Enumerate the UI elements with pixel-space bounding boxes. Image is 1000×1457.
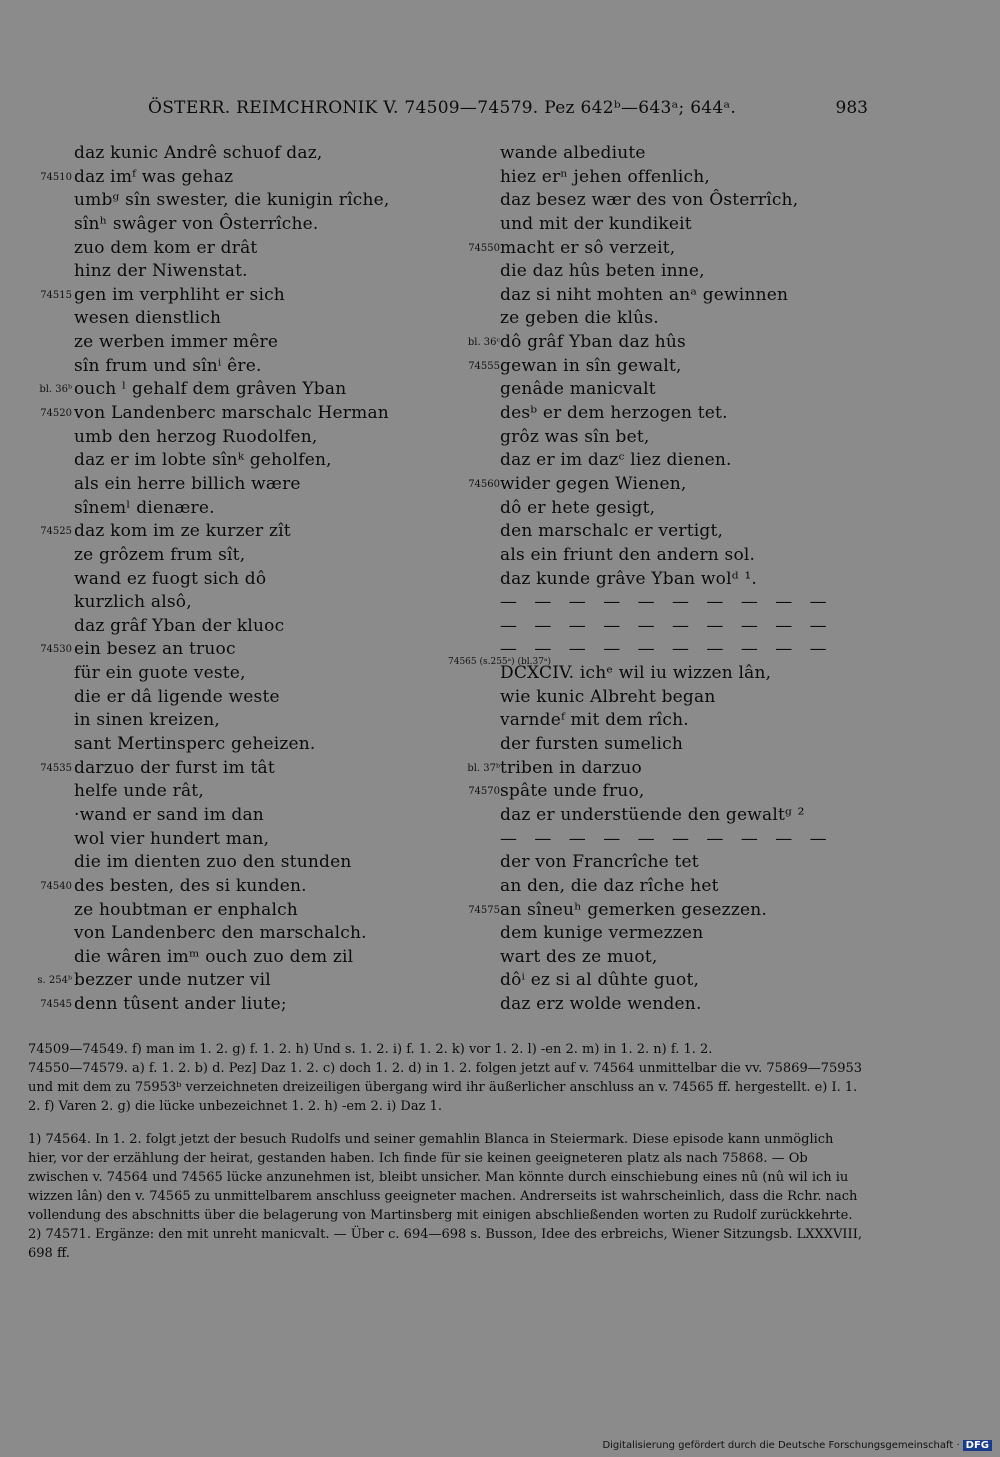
notes-section bbox=[28, 1040, 863, 1263]
page-number: 983 bbox=[835, 98, 868, 118]
verse-line bbox=[20, 260, 450, 284]
verse-line bbox=[448, 733, 888, 757]
verse-text: spâte unde fruo, bbox=[500, 781, 645, 802]
dfg-logo: DFG bbox=[963, 1440, 992, 1451]
verse-number: 74530 bbox=[40, 644, 72, 656]
verse-text: als ein herre billich wære bbox=[74, 473, 301, 494]
verse-number: 74560 bbox=[468, 478, 500, 490]
verse-text: dô er hete gesigt, bbox=[500, 497, 656, 518]
verse-text: daz er im lobte sînᵏ geholfen, bbox=[74, 450, 332, 471]
verse-line bbox=[20, 426, 450, 450]
verse-number: 74550 bbox=[468, 242, 500, 254]
verse-line bbox=[20, 969, 450, 993]
verse-line bbox=[20, 189, 450, 213]
verse-line bbox=[20, 449, 450, 473]
verse-text: des besten, des si kunden. bbox=[74, 875, 307, 896]
verse-line bbox=[20, 638, 450, 662]
verse-line bbox=[20, 662, 450, 686]
verse-text: triben in darzuo bbox=[500, 757, 642, 778]
verse-line bbox=[448, 520, 888, 544]
verse-line bbox=[448, 993, 888, 1017]
verse-line bbox=[448, 899, 888, 923]
lacuna-dashes: — — — — — — — — — — bbox=[500, 639, 833, 660]
verse-text: desᵇ er dem herzogen tet. bbox=[500, 403, 728, 424]
running-title: ÖSTERR. REIMCHRONIK V. 74509—74579. Pez 642ᵇ—643ᵃ; 644ᵃ. bbox=[148, 98, 737, 118]
verse-text: daz erz wolde wenden. bbox=[500, 994, 702, 1015]
verse-line bbox=[20, 307, 450, 331]
verse-number: 74520 bbox=[40, 408, 72, 420]
verse-text: DCXCIV. ichᵉ wil iu wizzen lân, bbox=[500, 663, 772, 684]
verse-line bbox=[448, 922, 888, 946]
verse-text: dô grâf Yban daz hûs bbox=[500, 332, 686, 353]
verse-line bbox=[448, 473, 888, 497]
verse-text: sînʰ swâger von Ôsterrîche. bbox=[74, 213, 319, 234]
lacuna-dashes: — — — — — — — — — — bbox=[500, 828, 833, 849]
verse-text: in sinen kreizen, bbox=[74, 710, 221, 731]
verse-line bbox=[20, 733, 450, 757]
verse-text: helfe unde rât, bbox=[74, 781, 204, 802]
verse-text: kurzlich alsô, bbox=[74, 592, 192, 613]
verse-number: 74565 (s.255ᵃ) (bl.37ᵃ) bbox=[448, 657, 551, 668]
verse-text: wol vier hundert man, bbox=[74, 828, 270, 849]
verse-text: umbᵍ sîn swester, die kunigin rîche, bbox=[74, 190, 390, 211]
verse-text: sant Mertinsperc geheizen. bbox=[74, 734, 316, 755]
verse-line bbox=[448, 969, 888, 993]
verse-text: und mit der kundikeit bbox=[500, 213, 692, 234]
verse-text: wesen dienstlich bbox=[74, 308, 222, 329]
verse-number: s. 254ᵇ bbox=[37, 975, 72, 987]
verse-line bbox=[20, 875, 450, 899]
verse-text: ·wand er sand im dan bbox=[74, 804, 264, 825]
verse-line bbox=[448, 591, 888, 615]
verse-line bbox=[20, 497, 450, 521]
verse-line bbox=[20, 686, 450, 710]
verse-number: 74545 bbox=[40, 999, 72, 1011]
verse-line bbox=[448, 260, 888, 284]
notes-divider bbox=[28, 1116, 863, 1130]
verse-text: der von Francrîche tet bbox=[500, 852, 699, 873]
verse-text: von Landenberc marschalc Herman bbox=[74, 403, 389, 424]
verse-number: bl. 36ᶜ bbox=[467, 337, 500, 349]
verse-text: an sîneuʰ gemerken gesezzen. bbox=[500, 899, 767, 920]
verse-number: 74555 bbox=[468, 360, 500, 372]
verse-line bbox=[448, 378, 888, 402]
verse-text: die wâren imᵐ ouch zuo dem zil bbox=[74, 946, 354, 967]
verse-number: bl. 36ᵇ bbox=[39, 384, 72, 396]
verse-line bbox=[20, 946, 450, 970]
verse-number: 74535 bbox=[40, 762, 72, 774]
verse-line bbox=[20, 709, 450, 733]
apparatus-note: 74550—74579. a) f. 1. 2. b) d. Pez] Daz 1. 2. c) doch 1. 2. d) in 1. 2. folgen jetzt auf v. 74564 unmittelbar die vv. 75869—75953 und mit dem zu 75953ᵇ verzeichneten dreizeiligen übergang wird ihr äußerlicher anschluss an v. 74565 ff. hergestellt. e) I. 1. 2. f) Varen 2. g) die lücke unbezeichnet 1. 2. h) -em 2. i) Daz 1. bbox=[28, 1061, 863, 1114]
verse-text: als ein friunt den andern sol. bbox=[500, 544, 756, 565]
verse-text: daz er im dazᶜ liez dienen. bbox=[500, 450, 732, 471]
verse-line bbox=[448, 237, 888, 261]
verse-line bbox=[448, 331, 888, 355]
apparatus-note: 74509—74549. f) man im 1. 2. g) f. 1. 2. h) Und s. 1. 2. i) f. 1. 2. k) vor 1. 2. l) -en 2. m) in 1. 2. n) f. 1. 2. bbox=[28, 1042, 713, 1057]
verse-line bbox=[448, 851, 888, 875]
verse-text: hinz der Niwenstat. bbox=[74, 261, 248, 282]
verse-line bbox=[448, 284, 888, 308]
verse-text: zuo dem kom er drât bbox=[74, 237, 258, 258]
verse-line bbox=[448, 355, 888, 379]
verse-line bbox=[448, 307, 888, 331]
verse-line bbox=[448, 657, 888, 686]
verse-line bbox=[20, 757, 450, 781]
verse-text: wand ez fuogt sich dô bbox=[74, 568, 267, 589]
verse-line bbox=[20, 331, 450, 355]
verse-text: die er dâ ligende weste bbox=[74, 686, 280, 707]
verse-text: sînemˡ dienære. bbox=[74, 497, 215, 518]
verse-text: ze grôzem frum sît, bbox=[74, 544, 246, 565]
verse-line bbox=[20, 237, 450, 261]
verse-line bbox=[20, 993, 450, 1017]
verse-number: 74515 bbox=[40, 289, 72, 301]
verse-text: grôz was sîn bet, bbox=[500, 426, 650, 447]
verse-line bbox=[448, 449, 888, 473]
verse-line bbox=[448, 402, 888, 426]
verse-line bbox=[448, 804, 888, 828]
verse-line bbox=[20, 284, 450, 308]
verse-line bbox=[20, 520, 450, 544]
verse-line bbox=[448, 709, 888, 733]
verse-line bbox=[20, 355, 450, 379]
verse-line bbox=[448, 615, 888, 639]
verse-line bbox=[20, 473, 450, 497]
verse-line bbox=[448, 568, 888, 592]
verse-text: der fursten sumelich bbox=[500, 734, 684, 755]
verse-line bbox=[20, 780, 450, 804]
verse-text: daz grâf Yban der kluoc bbox=[74, 615, 285, 636]
verse-line bbox=[20, 851, 450, 875]
verse-line bbox=[448, 544, 888, 568]
verse-text: daz imᶠ was gehaz bbox=[74, 166, 234, 187]
verse-text: macht er sô verzeit, bbox=[500, 237, 676, 258]
right-verse-column bbox=[448, 142, 888, 1017]
verse-line bbox=[20, 922, 450, 946]
verse-text: hiez erⁿ jehen offenlich, bbox=[500, 166, 711, 187]
verse-text: wie kunic Albreht began bbox=[500, 686, 716, 707]
verse-text: die im dienten zuo den stunden bbox=[74, 852, 352, 873]
verse-text: wande albediute bbox=[500, 143, 646, 163]
verse-text: umb den herzog Ruodolfen, bbox=[74, 426, 318, 447]
verse-line bbox=[448, 946, 888, 970]
verse-line bbox=[448, 828, 888, 852]
verse-line bbox=[20, 166, 450, 190]
verse-number: 74570 bbox=[468, 786, 500, 798]
verse-line bbox=[448, 686, 888, 710]
verse-text: daz kunde grâve Yban wolᵈ ¹. bbox=[500, 568, 757, 589]
verse-text: dem kunige vermezzen bbox=[500, 923, 704, 944]
verse-text: ein besez an truoc bbox=[74, 639, 236, 660]
verse-text: wart des ze muot, bbox=[500, 946, 658, 967]
verse-text: von Landenberc den marschalch. bbox=[74, 923, 367, 944]
left-verse-column bbox=[20, 142, 450, 1017]
verse-line bbox=[448, 213, 888, 237]
verse-line bbox=[20, 544, 450, 568]
running-header bbox=[148, 98, 868, 122]
verse-text: daz besez wær des von Ôsterrîch, bbox=[500, 190, 799, 211]
funding-text: Digitalisierung gefördert durch die Deutsche Forschungsgemeinschaft · bbox=[602, 1440, 960, 1451]
verse-line bbox=[448, 166, 888, 190]
verse-number: 74575 bbox=[468, 904, 500, 916]
verse-line bbox=[448, 497, 888, 521]
verse-text: daz kunic Andrê schuof daz, bbox=[74, 143, 323, 163]
verse-line bbox=[448, 875, 888, 899]
verse-text: daz si niht mohten anᵃ gewinnen bbox=[500, 284, 789, 305]
verse-line bbox=[20, 142, 450, 166]
verse-text: gen im verphliht er sich bbox=[74, 284, 285, 305]
verse-line bbox=[20, 213, 450, 237]
verse-line bbox=[448, 780, 888, 804]
verse-text: ze houbtman er enphalch bbox=[74, 899, 298, 920]
verse-text: bezzer unde nutzer vil bbox=[74, 970, 271, 991]
lacuna-dashes: — — — — — — — — — — bbox=[500, 615, 833, 636]
verse-line bbox=[448, 142, 888, 166]
lacuna-dashes: — — — — — — — — — — bbox=[500, 592, 833, 613]
verse-line bbox=[20, 828, 450, 852]
verse-line bbox=[448, 757, 888, 781]
verse-text: ze werben immer mêre bbox=[74, 332, 279, 353]
verse-text: denn tûsent ander liute; bbox=[74, 994, 287, 1015]
verse-text: sîn frum und sînⁱ êre. bbox=[74, 355, 262, 376]
verse-number: 74510 bbox=[40, 171, 72, 183]
verse-line bbox=[448, 189, 888, 213]
verse-text: daz kom im ze kurzer zît bbox=[74, 521, 291, 542]
verse-line bbox=[20, 804, 450, 828]
verse-number: 74540 bbox=[40, 880, 72, 892]
verse-text: daz er understüende den gewaltᵍ ² bbox=[500, 804, 805, 825]
verse-line bbox=[20, 591, 450, 615]
verse-text: an den, die daz rîche het bbox=[500, 875, 719, 896]
verse-text: gewan in sîn gewalt, bbox=[500, 355, 682, 376]
verse-text: für ein guote veste, bbox=[74, 663, 246, 684]
funding-footer bbox=[602, 1440, 992, 1451]
verse-text: varndeᶠ mit dem rîch. bbox=[500, 710, 689, 731]
verse-number: bl. 37ᵇ bbox=[467, 762, 500, 774]
verse-line bbox=[20, 899, 450, 923]
verse-line bbox=[20, 615, 450, 639]
verse-text: die daz hûs beten inne, bbox=[500, 261, 705, 282]
verse-line bbox=[20, 378, 450, 402]
verse-text: dôⁱ ez si al dûhte guot, bbox=[500, 970, 700, 991]
verse-line bbox=[448, 426, 888, 450]
verse-text: den marschalc er vertigt, bbox=[500, 521, 724, 542]
verse-text: ze geben die klûs. bbox=[500, 308, 659, 329]
verse-text: ouch ˡ gehalf dem grâven Yban bbox=[74, 379, 347, 400]
footnote: 1) 74564. In 1. 2. folgt jetzt der besuch Rudolfs und seiner gemahlin Blanca in Steiermark. Diese episode kann unmöglich hier, vor der erzählung der heirat, gestanden haben. Ich finde für sie keinen geeigneteren platz als nach 75868. — Ob zwischen v. 74564 und 74565 lücke anzunehmen ist, bleibt unsicher. Man könnte durch einschiebung eines nû (nû wil ich iu wizzen lân) den v. 74565 zu unmittelbarem anschluss geeigneter machen. Andrerseits ist wahrscheinlich, dass die Rchr. nach vollendung des abschnitts über die belagerung von Martinsberg mit einigen abschließenden worten zu Rudolf zurückkehrte. 2) 74571. Ergänze: den mit unreht manicvalt. — Über c. 694—698 s. Busson, Idee des erbreichs, Wiener Sitzungsb. LXXXVIII, 698 ff. bbox=[28, 1132, 862, 1261]
verse-line bbox=[20, 402, 450, 426]
verse-number: 74525 bbox=[40, 526, 72, 538]
verse-text: wider gegen Wienen, bbox=[500, 473, 687, 494]
verse-line bbox=[20, 568, 450, 592]
verse-text: darzuo der furst im tât bbox=[74, 757, 275, 778]
verse-text: genâde manicvalt bbox=[500, 379, 656, 400]
